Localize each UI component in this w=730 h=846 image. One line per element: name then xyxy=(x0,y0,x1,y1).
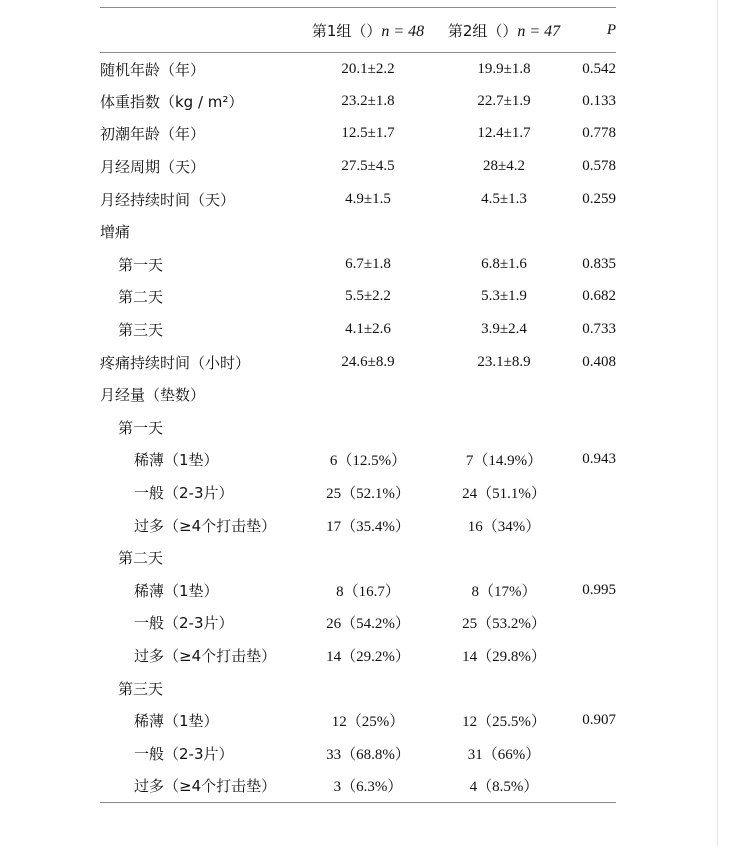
group2-value: 23.1±8.9 xyxy=(477,353,531,370)
row-label: 第三天 xyxy=(118,321,164,340)
row-label: 稀薄（1垫） xyxy=(134,712,219,731)
row-label: 一般（2-3片） xyxy=(134,744,234,763)
table-row xyxy=(100,607,616,640)
p-value xyxy=(570,672,616,705)
row-label: 第一天 xyxy=(118,418,164,437)
table-row xyxy=(100,704,616,737)
group1-value: 33（68.8%） xyxy=(326,746,410,763)
p-value xyxy=(570,411,616,444)
table-row xyxy=(100,541,616,574)
table-row xyxy=(100,53,616,86)
row-label: 稀薄（1垫） xyxy=(134,581,219,600)
group1-value: 6.7±1.8 xyxy=(345,255,391,272)
table-row xyxy=(100,378,616,411)
row-label: 体重指数（kg / m²） xyxy=(100,92,244,111)
p-value: 0.995 xyxy=(582,581,616,598)
row-label: 第二天 xyxy=(118,288,164,307)
table-row xyxy=(100,183,616,216)
table-row xyxy=(100,85,616,118)
group2-value: 25（53.2%） xyxy=(462,616,546,633)
table-row xyxy=(100,411,616,444)
table-row xyxy=(100,248,616,281)
group2-value: 6.8±1.6 xyxy=(481,255,527,272)
row-label: 过多（≥4个打击垫） xyxy=(134,646,277,665)
row-label: 月经持续时间（天） xyxy=(100,190,236,209)
group1-value: 20.1±2.2 xyxy=(341,60,395,77)
group2-value: 22.7±1.9 xyxy=(477,92,531,109)
p-value xyxy=(570,541,616,574)
group2-value xyxy=(438,411,570,444)
header-label-cell xyxy=(100,8,298,53)
header-group1-n: n = 48 xyxy=(381,22,425,40)
group2-value: 7（14.9%） xyxy=(465,453,543,470)
table-header-row xyxy=(100,8,616,53)
p-value: 0.907 xyxy=(582,712,616,729)
group1-value: 5.5±2.2 xyxy=(345,288,391,305)
group1-value: 27.5±4.5 xyxy=(341,158,395,175)
row-label: 增痛 xyxy=(100,223,131,242)
row-label: 第一天 xyxy=(118,255,164,274)
row-label: 一般（2-3片） xyxy=(134,484,234,503)
p-value xyxy=(570,215,616,248)
p-value: 0.408 xyxy=(582,353,616,370)
page-right-border xyxy=(717,0,718,846)
group2-value xyxy=(438,672,570,705)
p-value xyxy=(570,378,616,411)
group1-value: 4.1±2.6 xyxy=(345,321,391,338)
group1-value: 25（52.1%） xyxy=(326,486,410,503)
row-label: 第二天 xyxy=(118,549,164,568)
table-row xyxy=(100,346,616,379)
group1-value xyxy=(298,672,438,705)
row-label: 月经量（垫数） xyxy=(100,386,206,405)
group2-value: 28±4.2 xyxy=(483,158,525,175)
group1-value xyxy=(298,411,438,444)
p-value xyxy=(570,509,616,542)
row-label: 第三天 xyxy=(118,679,164,698)
table-row xyxy=(100,215,616,248)
p-value xyxy=(570,639,616,672)
group2-value: 14（29.8%） xyxy=(462,648,546,665)
table-row xyxy=(100,313,616,346)
table-row xyxy=(100,672,616,705)
group1-value: 6（12.5%） xyxy=(329,453,407,470)
group2-value: 8（17%） xyxy=(471,583,537,600)
group1-value: 3（6.3%） xyxy=(298,770,438,803)
header-p-value: P xyxy=(570,8,616,53)
table-row xyxy=(100,574,616,607)
table-row xyxy=(100,444,616,477)
group2-value xyxy=(438,215,570,248)
p-value: 0.835 xyxy=(582,255,616,272)
p-value: 0.578 xyxy=(582,158,616,175)
group1-value xyxy=(298,541,438,574)
group1-value xyxy=(298,215,438,248)
table-row xyxy=(100,118,616,151)
header-group1: 第1组（）n = 48 xyxy=(298,8,438,53)
p-value: 0.133 xyxy=(582,92,616,109)
comparison-table xyxy=(100,7,616,803)
p-value: 0.259 xyxy=(582,190,616,207)
row-label: 一般（2-3片） xyxy=(134,614,234,633)
group1-value: 4.9±1.5 xyxy=(345,190,391,207)
p-value: 0.943 xyxy=(582,451,616,468)
table-row xyxy=(100,281,616,314)
table-row xyxy=(100,770,616,803)
group2-value: 24（51.1%） xyxy=(462,486,546,503)
group1-value: 23.2±1.8 xyxy=(341,92,395,109)
group2-value: 16（34%） xyxy=(467,518,541,535)
row-label: 稀薄（1垫） xyxy=(134,451,219,470)
table-row xyxy=(100,476,616,509)
table-row xyxy=(100,509,616,542)
p-value: 0.733 xyxy=(582,321,616,338)
p-value xyxy=(570,770,616,803)
header-group2-n: n = 47 xyxy=(517,22,561,40)
group2-value xyxy=(438,541,570,574)
p-value: 0.542 xyxy=(582,60,616,77)
group1-value: 17（35.4%） xyxy=(326,518,410,535)
table-row xyxy=(100,150,616,183)
group2-value xyxy=(438,378,570,411)
group1-value xyxy=(298,378,438,411)
row-label: 过多（≥4个打击垫） xyxy=(134,516,277,535)
group1-value: 26（54.2%） xyxy=(326,616,410,633)
group1-value: 14（29.2%） xyxy=(326,648,410,665)
row-label: 月经周期（天） xyxy=(100,158,206,177)
p-value xyxy=(570,737,616,770)
group2-value: 12.4±1.7 xyxy=(477,125,531,142)
header-group2: 第2组（）n = 47 xyxy=(438,8,570,53)
p-value: 0.778 xyxy=(582,125,616,142)
group2-value: 19.9±1.8 xyxy=(477,60,531,77)
row-label: 初潮年龄（年） xyxy=(100,125,206,144)
group2-value: 4.5±1.3 xyxy=(481,190,527,207)
row-label: 疼痛持续时间（小时） xyxy=(100,353,251,372)
p-value: 0.682 xyxy=(582,288,616,305)
table-row xyxy=(100,639,616,672)
row-label: 随机年龄（年） xyxy=(100,60,206,79)
group1-value: 24.6±8.9 xyxy=(341,353,395,370)
group1-value: 12（25%） xyxy=(331,714,405,731)
group2-value: 3.9±2.4 xyxy=(481,321,527,338)
table-row xyxy=(100,737,616,770)
p-value xyxy=(570,607,616,640)
p-value xyxy=(570,476,616,509)
group2-value: 31（66%） xyxy=(467,746,541,763)
group2-value: 12（25.5%） xyxy=(462,714,546,731)
row-label: 过多（≥4个打击垫） xyxy=(100,770,298,803)
group1-value: 12.5±1.7 xyxy=(341,125,395,142)
group1-value: 8（16.7） xyxy=(336,583,400,600)
group2-value: 5.3±1.9 xyxy=(481,288,527,305)
group2-value: 4（8.5%） xyxy=(438,770,570,803)
